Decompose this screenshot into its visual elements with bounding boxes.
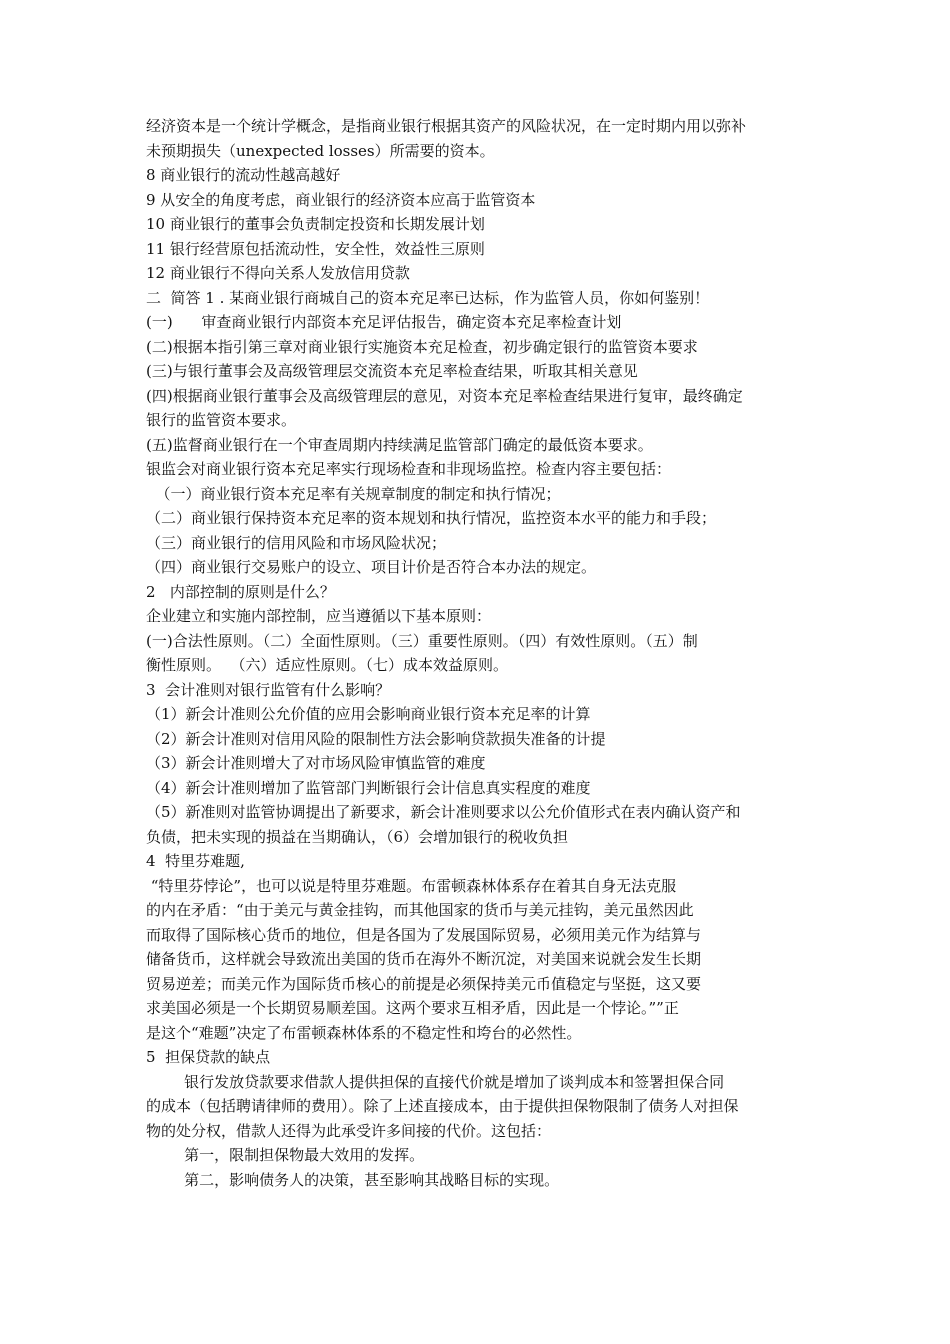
question-heading: 4 特里芬难题, — [146, 852, 245, 870]
text-line: 的内在矛盾：“由于美元与黄金挂钩，而其他国家的货币与美元挂钩，美元虽然因此 — [146, 901, 694, 919]
text-line: 而取得了国际核心货币的地位，但是各国为了发展国际贸易，必须用美元作为结算与 — [146, 925, 702, 944]
text-line: 是这个“难题”决定了布雷顿森林体系的不稳定性和垮台的必然性。 — [146, 1023, 582, 1042]
text-line: （二）商业银行保持资本充足率的资本规划和执行情况，监控资本水平的能力和手段； — [146, 509, 717, 527]
document-body — [146, 114, 810, 1192]
text-line: 10 商业银行的董事会负责制定投资和长期发展计划 — [146, 215, 485, 233]
text-line: 9 从安全的角度考虑，商业银行的经济资本应高于监管资本 — [146, 190, 536, 209]
text-line: 12 商业银行不得向关系人发放信用贷款 — [146, 264, 410, 282]
text-line: 经济资本是一个统计学概念，是指商业银行根据其资产的风险状况，在一定时期内用以弥补 — [146, 117, 747, 135]
question-heading: 3 会计准则对银行监管有什么影响？ — [146, 680, 391, 699]
section-heading: 二 简答 1 . 某商业银行商城自己的资本充足率已达标，作为监管人员，你如何鉴别！ — [146, 288, 710, 307]
text-line: 第二，影响债务人的决策，甚至影响其战略目标的实现。 — [146, 1170, 560, 1189]
text-line: 求美国必须是一个长期贸易顺差国。这两个要求互相矛盾，因此是一个悖论。””正 — [146, 999, 679, 1017]
text-line: 负债，把未实现的损益在当期确认，（6）会增加银行的税收负担 — [146, 827, 569, 846]
text-line: 银行发放贷款要求借款人提供担保的直接代价就是增加了谈判成本和签署担保合同 — [146, 1072, 725, 1091]
text-line: （2）新会计准则对信用风险的限制性方法会影响贷款损失准备的计提 — [146, 729, 606, 748]
text-line: 贸易逆差；而美元作为国际货币核心的前提是必须保持美元币值稳定与坚挺，这又要 — [146, 974, 702, 993]
text-line: 8 商业银行的流动性越高越好 — [146, 166, 341, 184]
text-line: 物的处分权，借款人还得为此承受许多间接的代价。这包括： — [146, 1121, 552, 1140]
text-line: （4）新会计准则增加了监管部门判断银行会计信息真实程度的难度 — [146, 778, 591, 797]
question-heading: 5 担保贷款的缺点 — [146, 1048, 271, 1066]
text-line: （一）商业银行资本充足率有关规章制度的制定和执行情况； — [146, 484, 561, 503]
text-line: (五)监督商业银行在一个审查周期内持续满足监管部门确定的最低资本要求。 — [146, 435, 653, 454]
question-heading: 2 内部控制的原则是什么？ — [146, 582, 335, 601]
text-line: (一)合法性原则。（二）全面性原则。（三）重要性原则。（四）有效性原则。（五）制 — [146, 631, 698, 650]
text-line: (一) 审查商业银行内部资本充足评估报告，确定资本充足率检查计划 — [146, 313, 622, 331]
text-line: 银行的监管资本要求。 — [146, 411, 297, 429]
text-line: 衡性原则。 （六）适应性原则。（七）成本效益原则。 — [146, 656, 509, 674]
text-line: 储备货币，这样就会导致流出美国的货币在海外不断沉淀，对美国来说就会发生长期 — [146, 950, 702, 968]
text-line: 企业建立和实施内部控制，应当遵循以下基本原则： — [146, 607, 492, 625]
text-line: (二)根据本指引第三章对商业银行实施资本充足检查，初步确定银行的监管资本要求 — [146, 337, 698, 356]
text-line: 的成本（包括聘请律师的费用）。除了上述直接成本，由于提供担保物限制了债务人对担保 — [146, 1097, 739, 1115]
text-line: （1）新会计准则公允价值的应用会影响商业银行资本充足率的计算 — [146, 705, 591, 723]
text-line: “特里芬悖论”，也可以说是特里芬难题。布雷顿森林体系存在着其自身无法克服 — [146, 876, 677, 895]
text-line: (四)根据商业银行董事会及高级管理层的意见，对资本充足率检查结果进行复审，最终确定 — [146, 386, 743, 405]
text-line: 11 银行经营原包括流动性，安全性，效益性三原则 — [146, 239, 485, 258]
text-line: （5）新准则对监管协调提出了新要求，新会计准则要求以公允价值形式在表内确认资产和 — [146, 803, 741, 821]
text-line: （3）新会计准则增大了对市场风险审慎监管的难度 — [146, 754, 486, 772]
text-line: (三)与银行董事会及高级管理层交流资本充足率检查结果，听取其相关意见 — [146, 362, 638, 380]
text-line: （四）商业银行交易账户的设立、项目计价是否符合本办法的规定。 — [146, 558, 597, 576]
text-line: 未预期损失（unexpected losses）所需要的资本。 — [146, 141, 495, 160]
text-line: 第一，限制担保物最大效用的发挥。 — [146, 1146, 425, 1164]
text-line: 银监会对商业银行资本充足率实行现场检查和非现场监控。检查内容主要包括： — [146, 460, 672, 478]
text-line: （三）商业银行的信用风险和市场风险状况； — [146, 533, 447, 552]
